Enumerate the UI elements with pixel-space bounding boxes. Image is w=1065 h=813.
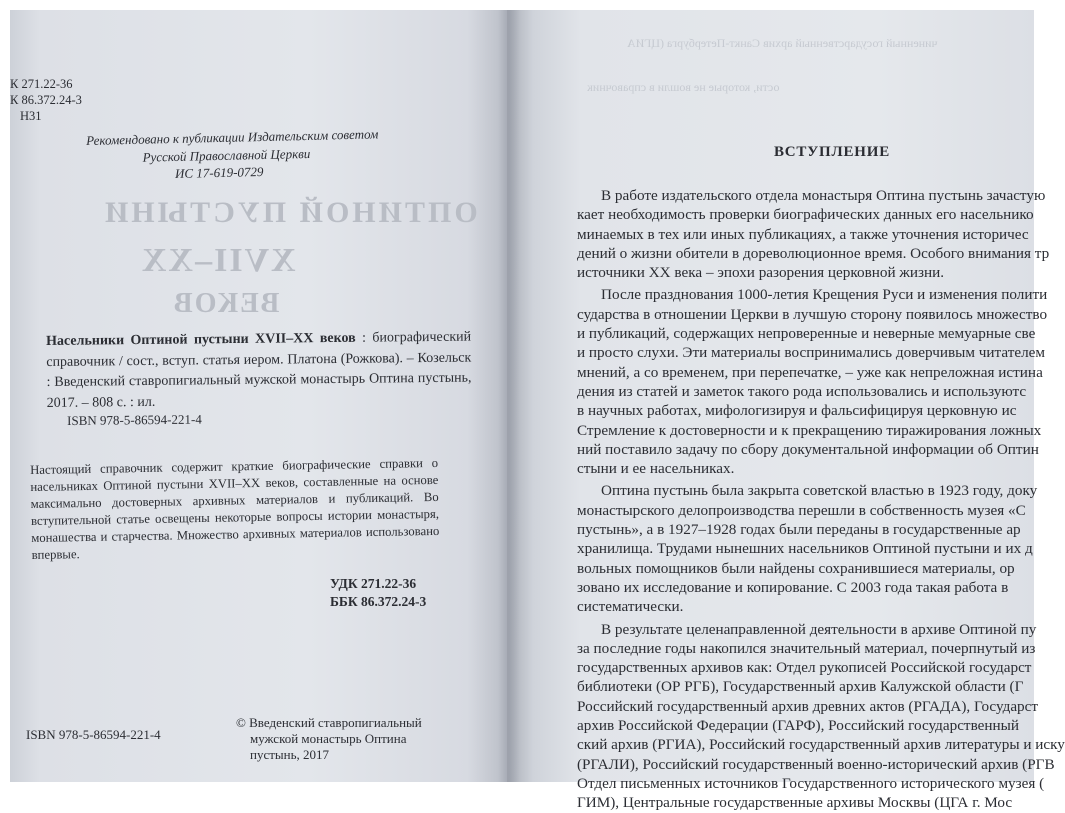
book-spread xyxy=(10,10,1065,812)
show-through-text: чиненный государственный архив Санкт-Петербурга (ЦГИА xyxy=(627,36,938,50)
text-line: мнений, а со временем, при перепечатке, – уже как непреложная истина xyxy=(577,363,1043,381)
chapter-heading: ВСТУПЛЕНИЕ xyxy=(774,144,891,160)
classification-codes xyxy=(330,575,426,611)
show-through-text: ости, которые не вошли в справочник xyxy=(587,80,780,94)
bbk-code: ББК 86.372.24-3 xyxy=(330,594,427,609)
text-line: минаемых в тех или иных публикациях, а также уточнения историчес xyxy=(577,225,1029,243)
copyright-line: пустынь, 2017 xyxy=(250,747,330,762)
library-code: К 271.22-36 xyxy=(10,77,73,91)
publication-recommendation xyxy=(86,125,379,184)
text-line: систематически. xyxy=(577,598,684,616)
text-line: Отдел письменных источников Государственного исторического музея ( xyxy=(577,774,1045,792)
annotation: Настоящий справочник содержит краткие биографические справки о насельниках Оптиной пустыни XVII–XX веков, составленные на основе максимально достоверных архивных материалов и публикаций. Во вступительной статье освещены некоторые вопросы истории монастыря, монашества и старчества. Множество архивных материалов использовано впервые. xyxy=(30,455,440,562)
text-line: дений о жизни обители в дореволюционное время. Особого внимания тр xyxy=(577,244,1050,262)
copyright-line: мужской монастырь Оптина xyxy=(250,731,407,746)
book-spine xyxy=(498,10,520,782)
show-through-text: ОПТИНОЙ ПУСТЫНИ xyxy=(102,196,478,229)
text-line: (РГАЛИ), Российский государственный военно-исторический архив (РГВ xyxy=(577,755,1055,773)
bibliographic-record xyxy=(46,328,472,414)
isbn: ISBN 978-5-86594-221-4 xyxy=(67,411,202,428)
introduction-text xyxy=(577,186,1065,813)
text-line: сударства в отношении Церкви в лучшую сторону появилось множество xyxy=(577,305,1048,323)
text-line: Российский государственный архив древних актов (РГАДА), Государст xyxy=(577,697,1039,715)
text-line: ний поставило задачу по сбору документальной информации об Оптин xyxy=(577,440,1039,458)
text-line: архив Российской Федерации (ГАРФ), Российский государственный xyxy=(577,717,1019,735)
text-line: зовано их исследование и копирование. С 2003 года такая работа в xyxy=(577,578,1009,596)
show-through-text: ВЕКОВ xyxy=(172,288,280,319)
text-line: В работе издательского отдела монастыря Оптина пустынь зачастую xyxy=(601,187,1046,204)
text-line: кает необходимость проверки биографических данных его насельнико xyxy=(577,206,1034,224)
show-through-text: XVII–XX xyxy=(140,242,296,279)
text-line: и публикаций, содержащих непроверенные и неверные мемуарные све xyxy=(577,325,1036,343)
recommendation-line: Рекомендовано к публикации Издательским советом xyxy=(86,126,379,148)
bibliographic-details: : биографический справочник / сост., вступ. статья иером. Платона (Рожкова). – Козельск : Введенский ставропигиальный мужской монастырь Оптина пустынь, 2017. – 808 с. : ил. xyxy=(46,329,472,411)
text-line: ский архив (РГИА), Российский государственный архив литературы и иску xyxy=(577,736,1065,754)
library-codes xyxy=(10,76,82,124)
text-line: библиотеки (ОР РГБ), Государственный архив Калужской области (Г xyxy=(577,678,1024,696)
book-title: Насельники Оптиной пустыни XVII–XX веков xyxy=(46,330,356,349)
text-line: Оптина пустынь была закрыта советской властью в 1923 году, доку xyxy=(601,482,1038,500)
text-line: монастырского делопроизводства перешли в собственность музея «С xyxy=(577,501,1026,519)
recommendation-line: ИС 17-619-0729 xyxy=(174,163,264,181)
text-line: источники XX века – эпохи разорения церковной жизни. xyxy=(577,264,945,282)
text-line: пустынь», а в 1927–1928 годах были переданы в государственные ар xyxy=(577,521,1021,539)
text-line: дения из статей и заметок такого рода использовались и используютс xyxy=(577,382,1027,400)
udc-code: УДК 271.22-36 xyxy=(330,576,417,591)
library-code: Н31 xyxy=(20,109,42,123)
text-line: В результате целенаправленной деятельности в архиве Оптиной пу xyxy=(601,620,1037,638)
isbn-bottom: ISBN 978-5-86594-221-4 xyxy=(26,727,161,742)
text-line: стыни и ее насельниках. xyxy=(577,460,735,478)
recommendation-line: Русской Православной Церкви xyxy=(142,145,311,165)
text-line: государственных архивов как: Отдел рукописей Российской государст xyxy=(577,659,1032,677)
left-page xyxy=(10,10,507,782)
text-line: вольных помощников были найдены сохранившиеся материалы, ор xyxy=(577,559,1015,577)
library-code: К 86.372.24-3 xyxy=(10,93,82,107)
text-line: хранилища. Трудами нынешних насельников Оптиной пустыни и их д xyxy=(577,540,1033,558)
text-line: и просто слухи. Эти материалы воспринимались доверчивым читателем xyxy=(577,344,1046,362)
copyright xyxy=(236,715,422,763)
text-line: в научных работах, мифологизируя и фальсифицируя церковную ис xyxy=(577,402,1017,420)
text-line: ГИМ), Центральные государственные архивы Москвы (ЦГА г. Мос xyxy=(577,794,1013,812)
copyright-line: © Введенский ставропигиальный xyxy=(236,715,422,730)
text-line: После празднования 1000-летия Крещения Руси и изменения полити xyxy=(601,286,1048,304)
text-line: за последние годы накопился значительный материал, почерпнутый из xyxy=(577,639,1036,657)
text-line: Стремление к достоверности и к прекращению тиражирования ложных xyxy=(577,421,1042,439)
